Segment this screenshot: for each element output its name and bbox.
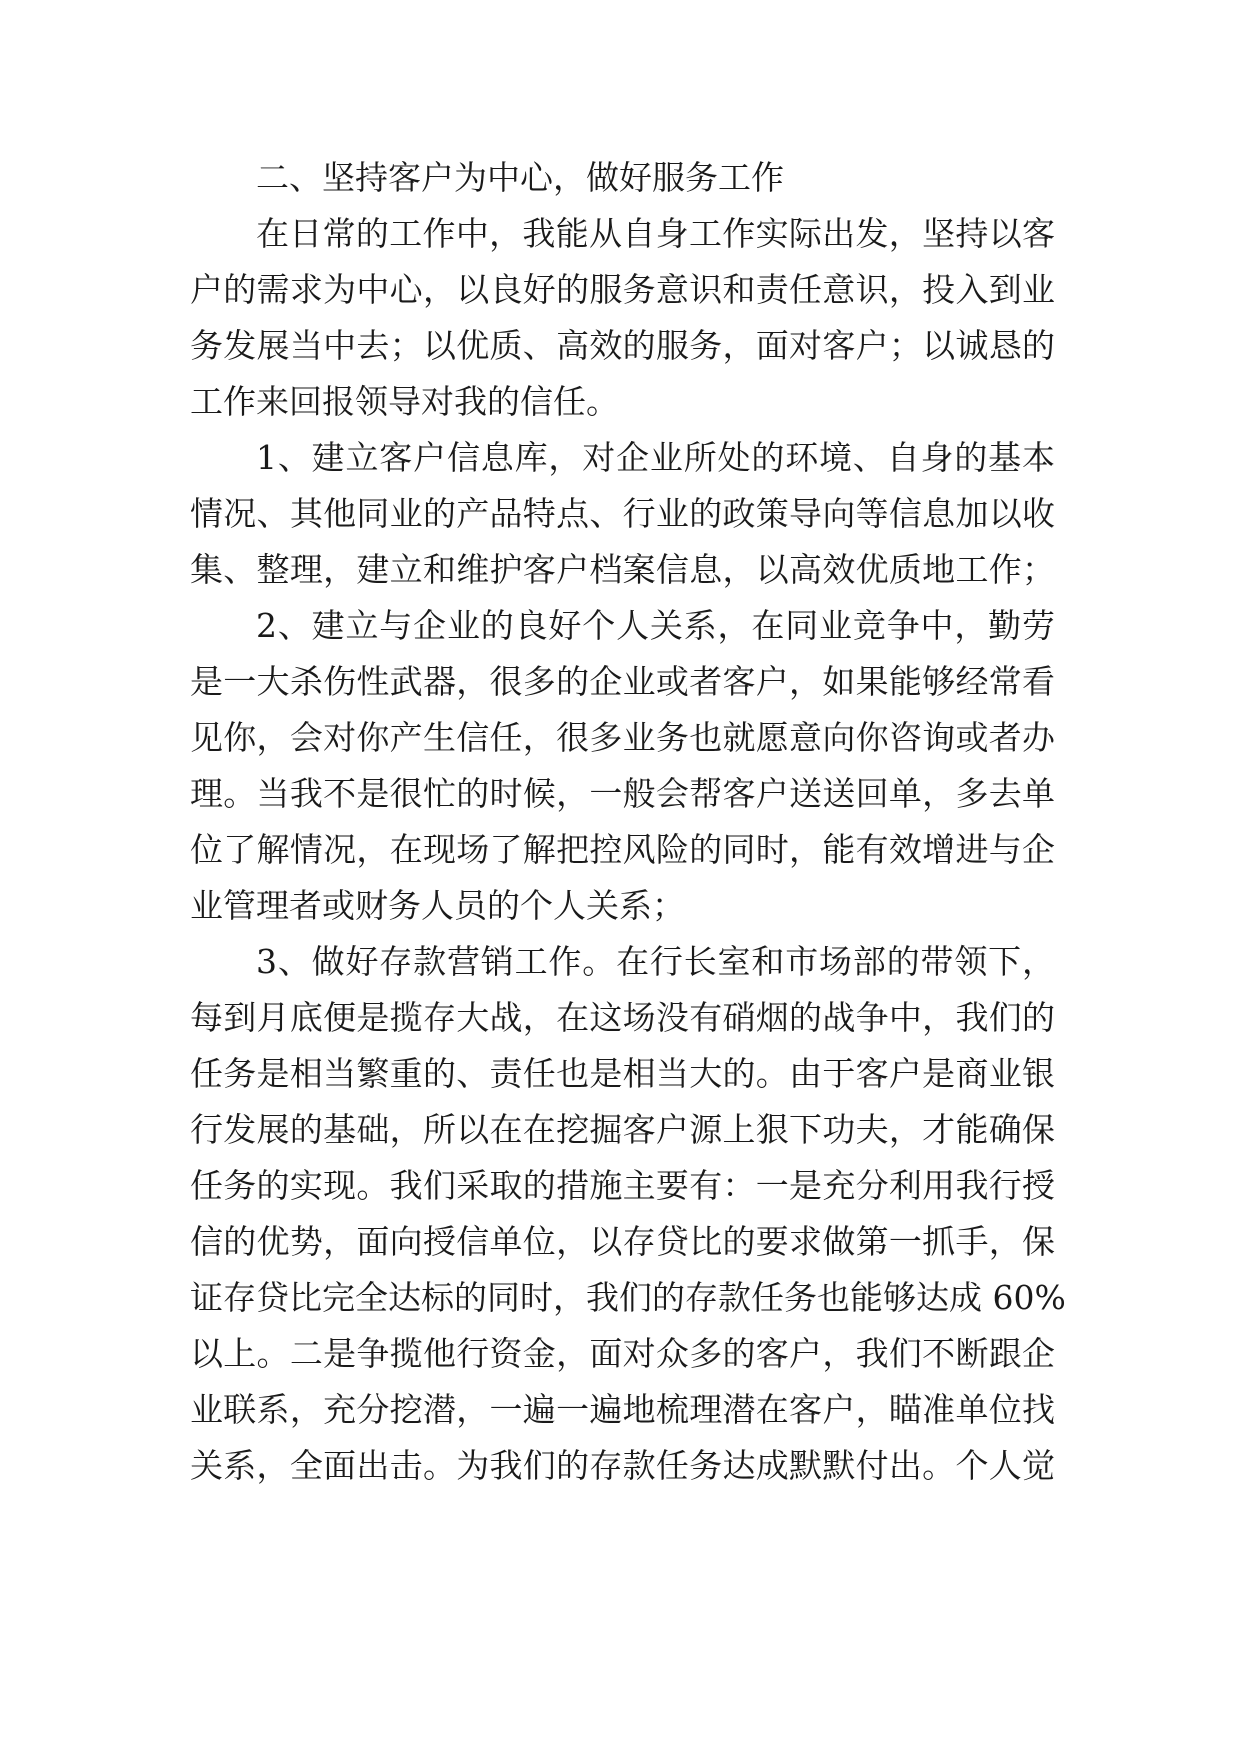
text-line: 2、建立与企业的良好个人关系，在同业竞争中，勤劳 <box>256 606 1055 645</box>
text-line: 以上。二是争揽他行资金，面对众多的客户，我们不断跟企 <box>190 1334 1055 1373</box>
document-body <box>190 150 1066 1494</box>
text-line: 1、建立客户信息库，对企业所处的环境、自身的基本 <box>256 438 1055 477</box>
text-line: 情况、其他同业的产品特点、行业的政策导向等信息加以收 <box>190 494 1055 533</box>
text-line: 业联系，充分挖潜，一遍一遍地梳理潜在客户，瞄准单位找 <box>190 1390 1055 1429</box>
text-line: 工作来回报领导对我的信任。 <box>190 382 619 421</box>
text-line: 任务的实现。我们采取的措施主要有：一是充分利用我行授 <box>190 1166 1055 1205</box>
text-line: 任务是相当繁重的、责任也是相当大的。由于客户是商业银 <box>190 1054 1055 1093</box>
text-line: 集、整理，建立和维护客户档案信息，以高效优质地工作； <box>190 550 1055 589</box>
text-line: 信的优势，面向授信单位，以存贷比的要求做第一抓手，保 <box>190 1222 1055 1261</box>
text-line: 3、做好存款营销工作。在行长室和市场部的带领下， <box>256 942 1055 981</box>
text-line: 户的需求为中心，以良好的服务意识和责任意识，投入到业 <box>190 270 1055 309</box>
text-line: 关系，全面出击。为我们的存款任务达成默默付出。个人觉 <box>190 1446 1055 1485</box>
text-line: 业管理者或财务人员的个人关系； <box>190 886 685 925</box>
text-line: 理。当我不是很忙的时候，一般会帮客户送送回单，多去单 <box>190 774 1055 813</box>
text-line: 位了解情况，在现场了解把控风险的同时，能有效增进与企 <box>190 830 1055 869</box>
text-line: 在日常的工作中，我能从自身工作实际出发，坚持以客 <box>256 214 1055 253</box>
text-line: 二、坚持客户为中心，做好服务工作 <box>256 158 784 197</box>
text-line: 是一大杀伤性武器，很多的企业或者客户，如果能够经常看 <box>190 662 1055 701</box>
text-line: 见你，会对你产生信任，很多业务也就愿意向你咨询或者办 <box>190 718 1055 757</box>
text-line: 每到月底便是揽存大战，在这场没有硝烟的战争中，我们的 <box>190 998 1055 1037</box>
text-line: 证存贷比完全达标的同时，我们的存款任务也能够达成 60% <box>190 1278 1066 1317</box>
text-line: 行发展的基础，所以在在挖掘客户源上狠下功夫，才能确保 <box>190 1110 1055 1149</box>
text-line: 务发展当中去；以优质、高效的服务，面对客户；以诚恳的 <box>190 326 1055 365</box>
